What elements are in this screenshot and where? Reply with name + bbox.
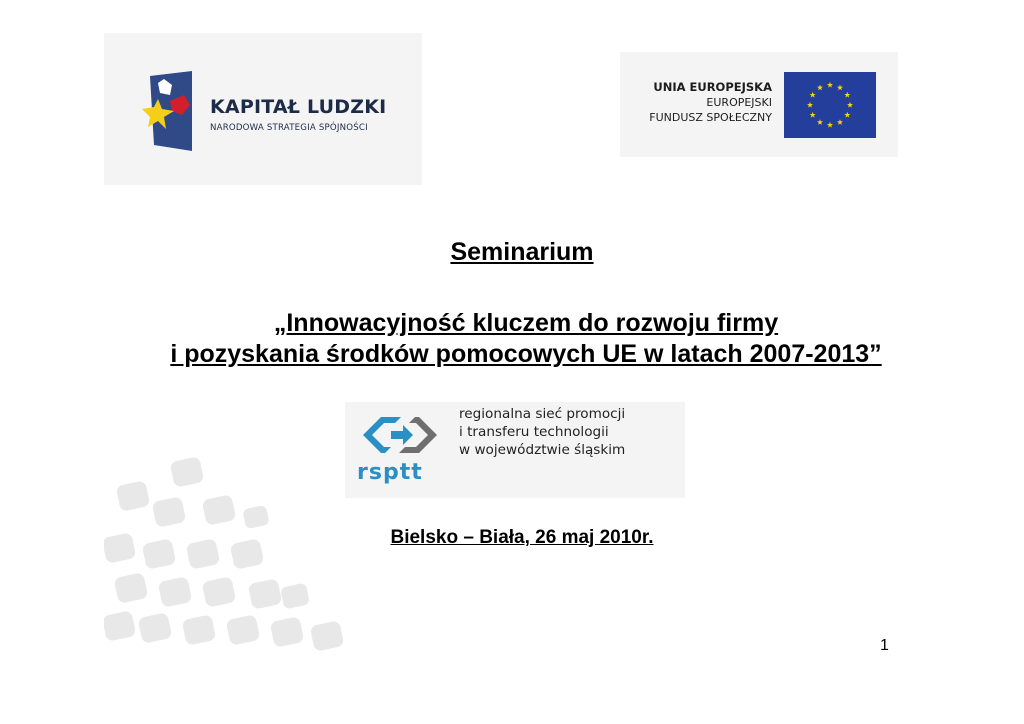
rsptt-desc-line-1: regionalna sieć promocji xyxy=(459,406,626,422)
kapital-ludzki-logo xyxy=(104,33,422,185)
rsptt-desc-line-2: i transferu technologii xyxy=(459,424,609,440)
eu-flag-icon xyxy=(784,72,876,138)
unia-europejska-text xyxy=(649,80,772,125)
rsptt-desc-line-3: w województwie śląskim xyxy=(459,442,626,458)
seminar-heading: Seminarium xyxy=(450,238,594,266)
rsptt-arrows-icon xyxy=(357,410,443,460)
unia-europejska-logo xyxy=(620,52,898,157)
kapital-ludzki-emblem-icon xyxy=(140,71,198,151)
seminar-title-line-2: i pozyskania środków pomocowych UE w latach 2007-2013” xyxy=(170,340,882,368)
seminar-title-line-1: „Innowacyjność kluczem do rozwoju firmy xyxy=(273,309,779,337)
rsptt-wordmark: rsptt xyxy=(357,460,423,485)
rsptt-description xyxy=(459,405,625,459)
decorative-squares-pattern xyxy=(104,455,344,655)
kapital-ludzki-subtitle: NARODOWA STRATEGIA SPÓJNOŚCI xyxy=(210,123,368,133)
rsptt-logo xyxy=(345,402,685,498)
kapital-ludzki-title: KAPITAŁ LUDZKI xyxy=(210,96,387,118)
event-date-location: Bielsko – Biała, 26 maj 2010r. xyxy=(390,527,654,548)
ue-line-2: EUROPEJSKI xyxy=(706,96,772,109)
seminar-title xyxy=(0,308,1024,370)
ue-line-3: FUNDUSZ SPOŁECZNY xyxy=(649,111,772,124)
page-number: 1 xyxy=(880,637,889,654)
ue-line-1: UNIA EUROPEJSKA xyxy=(653,80,772,94)
